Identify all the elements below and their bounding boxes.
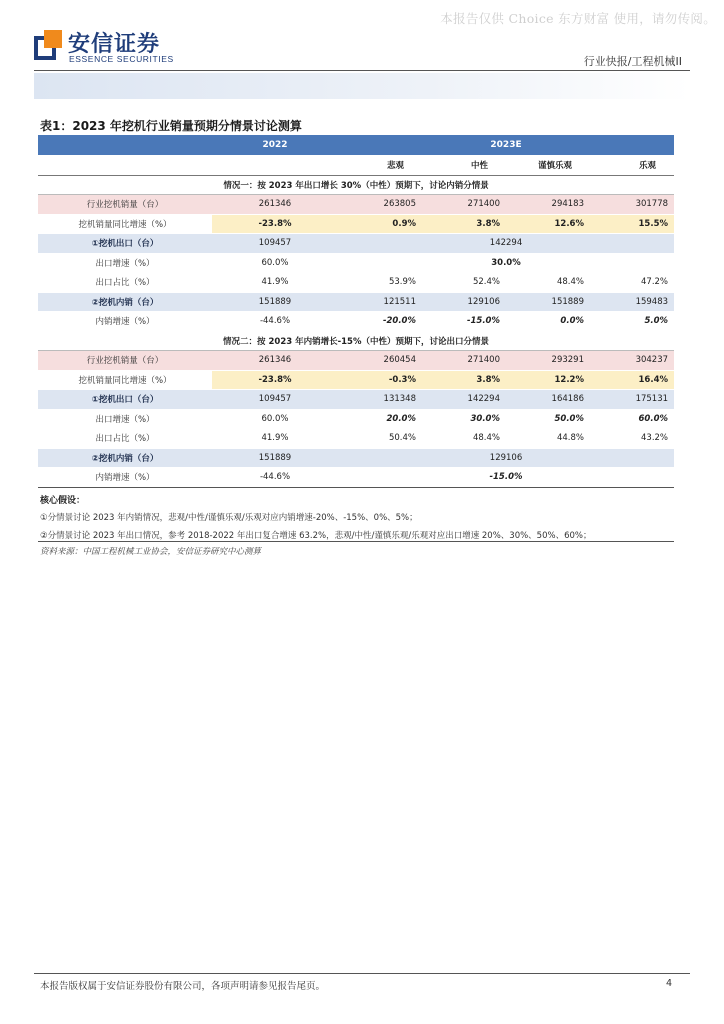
table-row <box>38 214 674 234</box>
cell: -15.0% <box>422 312 506 332</box>
row-label: 出口占比（%） <box>38 273 212 293</box>
header-blank <box>38 135 212 155</box>
cell: 131348 <box>338 390 422 410</box>
brand-name-en: ESSENCE SECURITIES <box>69 54 174 64</box>
table-row <box>38 312 674 332</box>
row-label: 挖机销量同比增速（%） <box>38 370 212 390</box>
cell: 20.0% <box>338 409 422 429</box>
cell: 60.0% <box>590 409 674 429</box>
table-header-years <box>38 135 674 155</box>
row-label: 挖机销量同比增速（%） <box>38 214 212 234</box>
note-line-1: ①分情景讨论 2023 年内销情况，悲观/中性/谨慎乐观/乐观对应内销增速-20%、-15%、0%、5%； <box>40 513 418 523</box>
table-header-scenarios <box>38 155 674 175</box>
table-title: 表1：2023 年挖机行业销量预期分情景讨论测算 <box>40 119 302 133</box>
cell: 142294 <box>422 390 506 410</box>
cell: 43.2% <box>590 429 674 449</box>
cell-2022: 109457 <box>212 234 338 254</box>
row-label: ②挖机内销（台） <box>38 448 212 468</box>
table-row <box>38 273 674 293</box>
cell: 44.8% <box>506 429 590 449</box>
table-row <box>38 292 674 312</box>
cell-merged: 129106 <box>338 448 674 468</box>
table-row <box>38 468 674 488</box>
cell: 0.9% <box>338 214 422 234</box>
scenario-optimistic: 乐观 <box>590 155 674 175</box>
cell: 48.4% <box>506 273 590 293</box>
row-label: 内销增速（%） <box>38 312 212 332</box>
cell: 48.4% <box>422 429 506 449</box>
cell: 12.6% <box>506 214 590 234</box>
row-label: 出口增速（%） <box>38 409 212 429</box>
cell: 50.4% <box>338 429 422 449</box>
brand-logo-mark-icon <box>34 30 62 60</box>
scenario-neutral: 中性 <box>422 155 506 175</box>
cell: 3.8% <box>422 214 506 234</box>
cell: -20.0% <box>338 312 422 332</box>
cell: 121511 <box>338 292 422 312</box>
header-rule <box>34 70 690 71</box>
cell-merged: 30.0% <box>338 253 674 273</box>
footer-disclaimer: 本报告版权属于安信证券股份有限公司，各项声明请参见报告尾页。 <box>40 981 326 992</box>
cell-2022: 109457 <box>212 390 338 410</box>
row-label: 行业挖机销量（台） <box>38 351 212 371</box>
header-blank <box>212 155 338 175</box>
table-row <box>38 448 674 468</box>
cell: 47.2% <box>590 273 674 293</box>
cell: 304237 <box>590 351 674 371</box>
section1-title: 情况一：按 2023 年出口增长 30%（中性）预期下，讨论内销分情景 <box>38 175 674 195</box>
table-row <box>38 234 674 254</box>
row-label: 内销增速（%） <box>38 468 212 488</box>
cell: 16.4% <box>590 370 674 390</box>
cell: 271400 <box>422 195 506 215</box>
notes-title: 核心假设： <box>40 496 86 506</box>
cell: 260454 <box>338 351 422 371</box>
cell: 3.8% <box>422 370 506 390</box>
row-label: 出口增速（%） <box>38 253 212 273</box>
cell-2022: 60.0% <box>212 409 338 429</box>
cell: 53.9% <box>338 273 422 293</box>
cell: 15.5% <box>590 214 674 234</box>
scenario-table <box>38 135 674 488</box>
section-title <box>38 331 674 351</box>
cell: 151889 <box>506 292 590 312</box>
table-row <box>38 351 674 371</box>
cell: 0.0% <box>506 312 590 332</box>
cell-2022: -44.6% <box>212 312 338 332</box>
cell-merged: -15.0% <box>338 468 674 488</box>
row-label: 出口占比（%） <box>38 429 212 449</box>
cell: 301778 <box>590 195 674 215</box>
table-bottom-rule <box>38 487 674 488</box>
cell-2022: 41.9% <box>212 429 338 449</box>
source-rule <box>38 541 674 542</box>
cell-2022: -23.8% <box>212 370 338 390</box>
scenario-cautious-optimistic: 谨慎乐观 <box>506 155 590 175</box>
cell: 12.2% <box>506 370 590 390</box>
cell: 129106 <box>422 292 506 312</box>
cell: 271400 <box>422 351 506 371</box>
header-year-2023e: 2023E <box>338 135 674 155</box>
row-label: 行业挖机销量（台） <box>38 195 212 215</box>
table-row <box>38 195 674 215</box>
cell: 159483 <box>590 292 674 312</box>
table-row <box>38 429 674 449</box>
watermark: 本报告仅供 Choice 东方财富 使用，请勿传阅。 <box>440 11 716 26</box>
table-row <box>38 253 674 273</box>
header-band <box>34 73 690 99</box>
cell-2022: 261346 <box>212 351 338 371</box>
brand-name-cn: 安信证券 <box>68 32 161 57</box>
cell: 294183 <box>506 195 590 215</box>
cell: 293291 <box>506 351 590 371</box>
note-line-2: ②分情景讨论 2023 年出口情况，参考 2018-2022 年出口复合增速 63.2%，悲观/中性/谨慎乐观/乐观对应出口增速 20%、30%、50%、60%； <box>40 531 592 541</box>
row-label: ①挖机出口（台） <box>38 234 212 254</box>
cell: 263805 <box>338 195 422 215</box>
brand-logo <box>34 27 184 67</box>
cell: 175131 <box>590 390 674 410</box>
cell: 30.0% <box>422 409 506 429</box>
row-label: ②挖机内销（台） <box>38 292 212 312</box>
cell-2022: -44.6% <box>212 468 338 488</box>
cell-2022: 41.9% <box>212 273 338 293</box>
cell: 50.0% <box>506 409 590 429</box>
section2-title: 情况二：按 2023 年内销增长-15%（中性）预期下，讨论出口分情景 <box>38 331 674 351</box>
footer-rule <box>34 973 690 974</box>
cell-2022: 60.0% <box>212 253 338 273</box>
table-row <box>38 409 674 429</box>
cell: 5.0% <box>590 312 674 332</box>
header-blank <box>38 155 212 175</box>
section-title <box>38 175 674 195</box>
header-year-2022: 2022 <box>212 135 338 155</box>
cell-2022: -23.8% <box>212 214 338 234</box>
row-label: ①挖机出口（台） <box>38 390 212 410</box>
table-row <box>38 370 674 390</box>
scenario-pessimistic: 悲观 <box>338 155 422 175</box>
cell-merged: 142294 <box>338 234 674 254</box>
page-number: 4 <box>665 978 672 989</box>
cell-2022: 151889 <box>212 448 338 468</box>
cell: 52.4% <box>422 273 506 293</box>
cell: -0.3% <box>338 370 422 390</box>
table-row <box>38 390 674 410</box>
cell-2022: 151889 <box>212 292 338 312</box>
cell: 164186 <box>506 390 590 410</box>
report-type: 行业快报/工程机械II <box>583 55 682 68</box>
cell-2022: 261346 <box>212 195 338 215</box>
data-source: 资料来源：中国工程机械工业协会，安信证券研究中心测算 <box>40 547 262 557</box>
